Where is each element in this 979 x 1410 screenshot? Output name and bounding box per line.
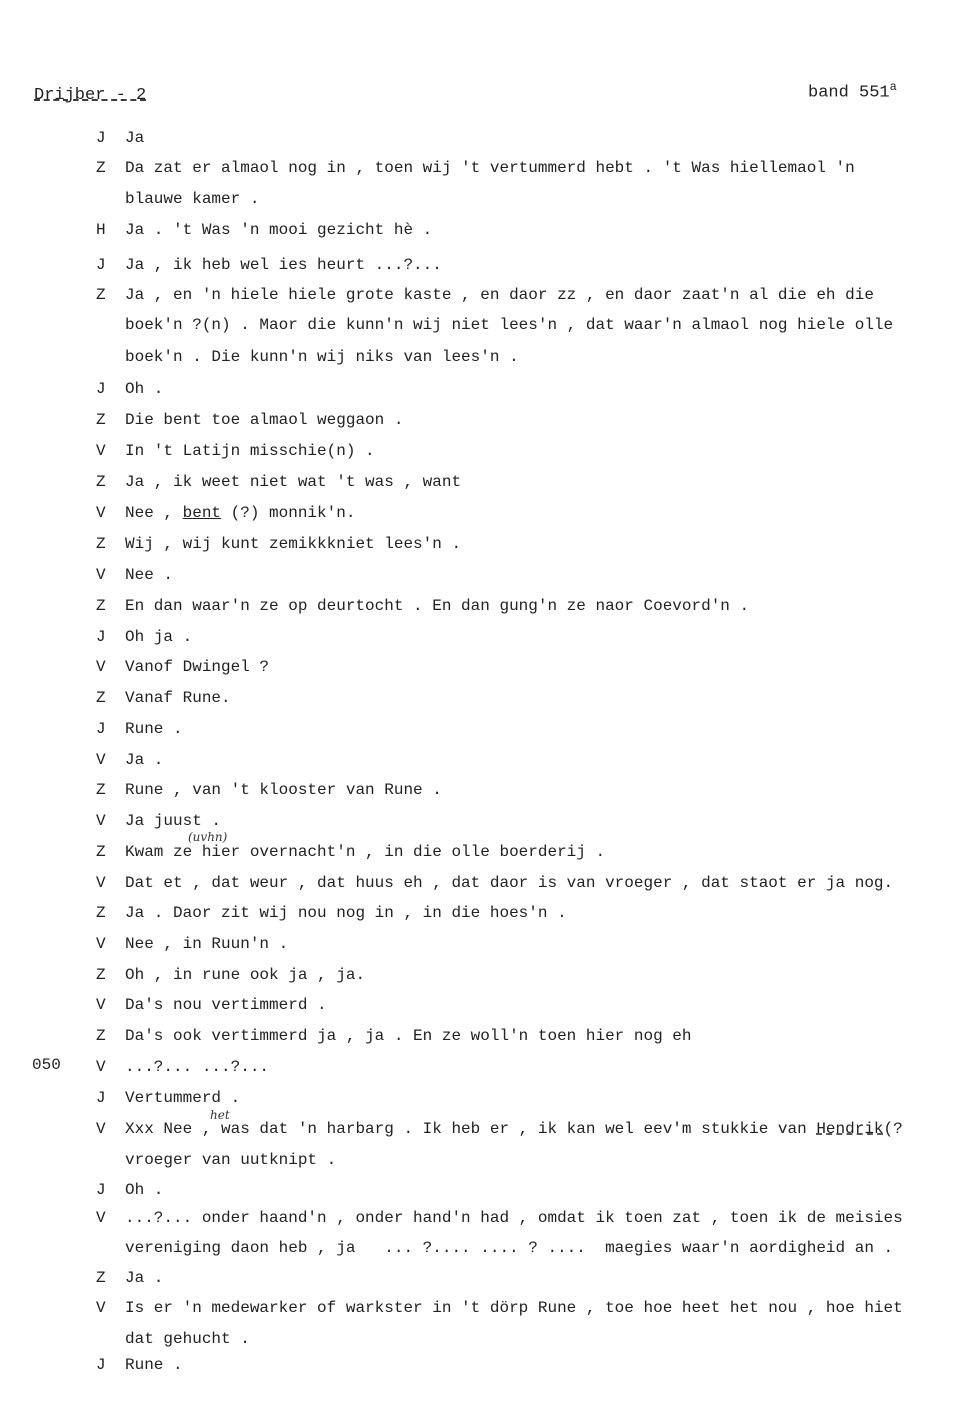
speaker-label: Z xyxy=(96,781,106,799)
utterance-text: Oh ja . xyxy=(125,628,193,646)
speaker-label: Z xyxy=(96,1027,106,1045)
speaker-label: J xyxy=(96,129,106,147)
utterance-text: Ja xyxy=(125,129,145,147)
utterance-text: En dan waar'n ze op deurtocht . En dan gung'n ze naor Coevord'n . xyxy=(125,597,750,615)
utterance-text: Is er 'n medewarker of warkster in 't dörp Rune , toe hoe heet het nou , hoe hiet xyxy=(125,1299,903,1317)
utterance-part: (?) monnik'n. xyxy=(221,504,356,522)
utterance-text: Ja . Daor zit wij nou nog in , in die hoes'n . xyxy=(125,904,567,922)
speaker-label: H xyxy=(96,221,106,239)
utterance-text: vroeger van uutknipt . xyxy=(125,1151,337,1169)
utterance-text: Da's nou vertimmerd . xyxy=(125,996,327,1014)
utterance-text: Wij , wij kunt zemikkkniet lees'n . xyxy=(125,535,462,553)
speaker-label: V xyxy=(96,658,106,676)
document-id: Drijber - 2 xyxy=(34,86,147,105)
speaker-label: Z xyxy=(96,843,106,861)
utterance-part: Xxx Nee , was dat 'n harbarg . Ik heb er , ik kan wel eev'm stukkie van xyxy=(125,1120,817,1138)
speaker-label: J xyxy=(96,1356,106,1374)
utterance-part: Nee , xyxy=(125,504,183,522)
utterance-text: Ja . xyxy=(125,1269,164,1287)
speaker-label: Z xyxy=(96,159,106,177)
speaker-label: Z xyxy=(96,689,106,707)
speaker-label: Z xyxy=(96,1269,106,1287)
utterance-text: Ja . xyxy=(125,751,164,769)
handwritten-annotation: (uvhn) xyxy=(188,830,228,844)
utterance-text: ...?... ...?... xyxy=(125,1058,270,1076)
underlined-word: Hendrik xyxy=(816,1120,884,1138)
speaker-label: V xyxy=(96,1209,106,1227)
utterance-text: blauwe kamer . xyxy=(125,190,260,208)
utterance-text: Nee . xyxy=(125,566,174,584)
utterance-text: Rune . xyxy=(125,1356,183,1374)
utterance-text: In 't Latijn misschie(n) . xyxy=(125,442,375,460)
utterance-text: boek'n ?(n) . Maor die kunn'n wij niet lees'n , dat waar'n almaol nog hiele olle xyxy=(125,316,894,334)
speaker-label: V xyxy=(96,442,106,460)
tape-number: band 551$^a$ xyxy=(808,80,897,103)
utterance-text: vereniging daon heb , ja ... ?.... .... ? .... maegies waar'n aordigheid an . xyxy=(125,1239,894,1257)
speaker-label: V xyxy=(96,874,106,892)
speaker-label: V xyxy=(96,504,106,522)
utterance-text xyxy=(125,503,355,523)
utterance-text: ...?... onder haand'n , onder hand'n had , omdat ik toen zat , toen ik de meisies xyxy=(125,1209,903,1227)
utterance-text: Nee , in Ruun'n . xyxy=(125,935,289,953)
utterance-text: Kwam ze hier overnacht'n , in die olle boerderij . xyxy=(125,843,606,861)
speaker-label: V xyxy=(96,1120,106,1138)
utterance-text: boek'n . Die kunn'n wij niks van lees'n . xyxy=(125,348,519,366)
speaker-label: Z xyxy=(96,473,106,491)
speaker-label: J xyxy=(96,256,106,274)
speaker-label: V xyxy=(96,566,106,584)
speaker-label: J xyxy=(96,1089,106,1107)
speaker-label: J xyxy=(96,628,106,646)
utterance-text: Da's ook vertimmerd ja , ja . En ze woll'n toen hier nog eh xyxy=(125,1027,692,1045)
utterance-text: Vertummerd . xyxy=(125,1089,241,1107)
margin-counter: 050 xyxy=(32,1056,61,1074)
utterance-text: Da zat er almaol nog in , toen wij 't vertummerd hebt . 't Was hiellemaol 'n xyxy=(125,159,855,177)
utterance-text: Oh , in rune ook ja , ja. xyxy=(125,966,366,984)
utterance-text: Ja , ik weet niet wat 't was , want xyxy=(125,473,462,491)
speaker-label: J xyxy=(96,1181,106,1199)
speaker-label: Z xyxy=(96,966,106,984)
speaker-label: Z xyxy=(96,904,106,922)
utterance-text: Die bent toe almaol weggaon . xyxy=(125,411,404,429)
utterance-text: Rune . xyxy=(125,720,183,738)
utterance-text: Rune , van 't klooster van Rune . xyxy=(125,781,442,799)
utterance-text: Ja , en 'n hiele hiele grote kaste , en daor zz , en daor zaat'n al die eh die xyxy=(125,286,874,304)
speaker-label: V xyxy=(96,812,106,830)
speaker-label: J xyxy=(96,720,106,738)
utterance-text: Vanof Dwingel ? xyxy=(125,658,270,676)
speaker-label: Z xyxy=(96,286,106,304)
utterance-part: (? xyxy=(883,1120,903,1138)
speaker-label: V xyxy=(96,935,106,953)
speaker-label: Z xyxy=(96,411,106,429)
handwritten-annotation: het xyxy=(210,1108,230,1122)
utterance-text: Ja juust . xyxy=(125,812,222,830)
utterance-text: Ja . 't Was 'n mooi gezicht hè . xyxy=(125,221,433,239)
utterance-text: Oh . xyxy=(125,380,164,398)
utterance-text: Vanaf Rune. xyxy=(125,689,231,707)
utterance-text: Oh . xyxy=(125,1181,164,1199)
utterance-text: Ja , ik heb wel ies heurt ...?... xyxy=(125,256,442,274)
utterance-text: dat gehucht . xyxy=(125,1330,250,1348)
speaker-label: Z xyxy=(96,597,106,615)
speaker-label: V xyxy=(96,1058,106,1076)
utterance-text xyxy=(125,1119,903,1139)
speaker-label: J xyxy=(96,380,106,398)
speaker-label: Z xyxy=(96,535,106,553)
speaker-label: V xyxy=(96,996,106,1014)
utterance-text: Dat et , dat weur , dat huus eh , dat daor is van vroeger , dat staot er ja nog. xyxy=(125,874,894,892)
underlined-word: bent xyxy=(182,504,222,522)
speaker-label: V xyxy=(96,1299,106,1317)
speaker-label: V xyxy=(96,751,106,769)
